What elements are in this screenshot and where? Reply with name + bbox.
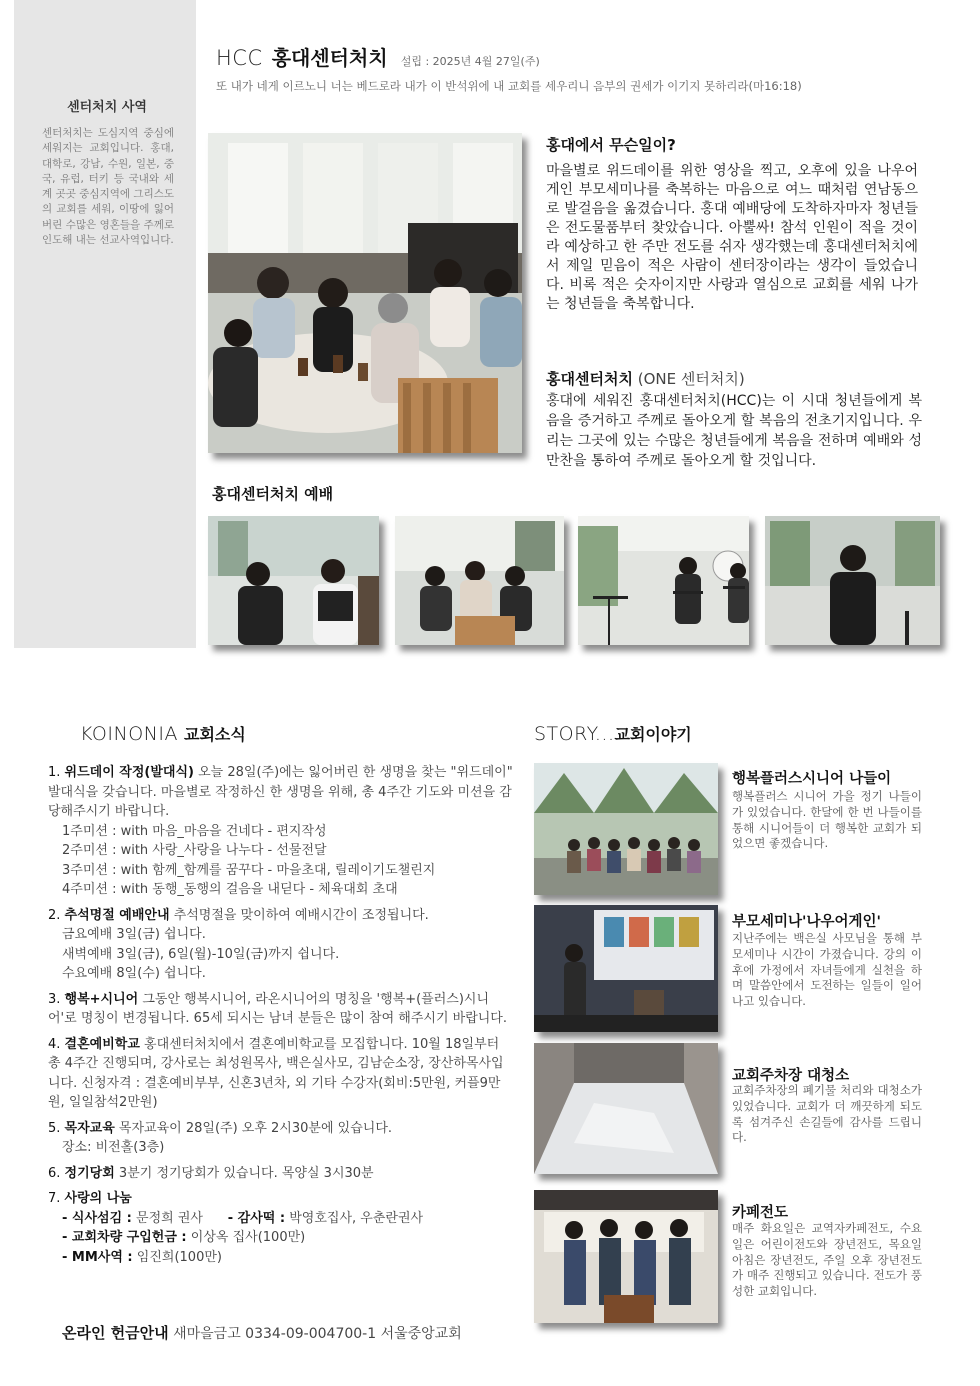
main-photo bbox=[208, 133, 522, 453]
news-text: 목자교육이 28일(주) 오후 2시30분에 있습니다. bbox=[118, 1120, 393, 1136]
love-value: 문정희 권사 bbox=[136, 1210, 203, 1226]
sidebar-body: 센터처치는 도심지역 중심에 세워지는 교회입니다. 홍대, 대학로, 강남, 수원, 일본, 중국, 유럽, 터키 등 국내와 세계 곳곳 중심지역에 그리스도의 교회를 세워, 이땅에 잃어버린 수많은 영혼들을 주께로 인도해 내는 선교사역입니다. bbox=[42, 127, 174, 247]
news-item-6 bbox=[48, 1164, 514, 1184]
news-list bbox=[48, 763, 514, 1273]
love-label: - 식사섬김 : bbox=[62, 1210, 132, 1226]
news-title: 결혼예비학교 bbox=[64, 1036, 140, 1052]
news-title: 정기당회 bbox=[64, 1165, 115, 1181]
story-kr: 교회이야기 bbox=[614, 725, 692, 744]
worship-photo-4 bbox=[765, 516, 940, 645]
love-value: 이상옥 집사(100만) bbox=[190, 1230, 306, 1245]
news-text: 오늘 28일(주)에는 잃어버린 한 생명을 찾는 "위드데이" 발대식을 갖습니다. 마을별로 작정하신 한 생명을 위해, 총 4주간 기도와 미션을 감당해주시기 바랍니다. bbox=[48, 765, 513, 819]
page-header bbox=[216, 42, 540, 71]
story-latin: STORY... bbox=[534, 723, 615, 745]
love-line-2 bbox=[48, 1228, 514, 1248]
happenings-title: 홍대에서 무슨일이? bbox=[546, 136, 676, 154]
header-latin: HCC bbox=[216, 46, 263, 70]
story-photo-1 bbox=[534, 763, 718, 895]
hcc-subtitle: (ONE 센터처치) bbox=[637, 370, 745, 388]
news-item-4 bbox=[48, 1035, 514, 1113]
online-offering bbox=[62, 1322, 462, 1343]
news-number: 3. bbox=[48, 991, 61, 1007]
news-text: 홍대센터처치에서 결혼예비학교를 모집합니다. 10월 18일부터 총 4주간 진행되며, 강사로는 최성원목사, 백은실사모, 김남순소장, 장산하목사입니다. 신청자격 : 결혼예비부부, 신혼3년차, 외 기타 수강자(회비:5만원, 커플9만원, 일일참석2만원) bbox=[48, 1036, 504, 1110]
news-line: 금요예배 3일(금) 쉽니다. bbox=[62, 927, 206, 942]
news-number: 7. bbox=[48, 1191, 61, 1206]
news-item-3 bbox=[48, 990, 514, 1029]
worship-title: 홍대센터처치 예배 bbox=[212, 485, 334, 503]
love-line-1 bbox=[48, 1209, 514, 1229]
hcc-body: 홍대에 세워진 홍대센터처치(HCC)는 이 시대 청년들에게 복음을 증거하고 주께로 돌아오게 할 복음의 전초기지입니다. 우리는 그곳에 있는 수많은 청년들에게 복음을 전하며 예배와 성만찬을 통하여 주께로 돌아오게 할 것입니다. bbox=[546, 393, 922, 469]
story-body-4: 매주 화요일은 교역자카페전도, 수요일은 어린이전도와 장년전도, 목요일 아침은 장년전도, 주일 오후 장년전도가 매주 진행되고 있습니다. 전도가 풍성한 교회입니다. bbox=[732, 1221, 922, 1299]
love-value: 임진희(100만) bbox=[136, 1249, 222, 1265]
story-title bbox=[534, 722, 692, 745]
love-value: 박영호집사, 우춘란권사 bbox=[289, 1210, 424, 1226]
header-title: 홍대센터처치 bbox=[271, 46, 388, 70]
news-line: 3주미션 : with 함께_함께를 꿈꾸다 - 마을초대, 릴레이기도챌린지 bbox=[62, 862, 436, 878]
header-established: 설립 : 2025년 4월 27일(주) bbox=[400, 55, 540, 68]
news-line: 수요예배 8일(수) 쉽니다. bbox=[62, 966, 206, 981]
news-number: 6. bbox=[48, 1165, 61, 1181]
hcc-title-name: 홍대센터처치 bbox=[546, 370, 633, 388]
love-label: - 감사떡 : bbox=[227, 1210, 286, 1226]
news-number: 5. bbox=[48, 1120, 61, 1136]
love-label: - 교회차량 구입헌금 : bbox=[62, 1230, 187, 1245]
news-line: 2주미션 : with 사랑_사랑을 나누다 - 선물전달 bbox=[62, 843, 327, 858]
news-title: 목자교육 bbox=[64, 1120, 115, 1136]
news-line: 장소: 비전홀(3층) bbox=[62, 1140, 165, 1155]
worship-photo-2 bbox=[395, 516, 564, 645]
story-title-1: 행복플러스시니어 나들이 bbox=[732, 771, 892, 787]
hcc-title bbox=[546, 368, 745, 389]
koinonia-latin: KOINONIA bbox=[80, 723, 178, 745]
story-body-2: 지난주에는 백은실 사모님을 통해 부모세미나 시간이 가졌습니다. 강의 이후에 가정에서 자녀들에게 실천을 하며 말씀안에서 도전하는 일들이 일어나고 있습니다. bbox=[732, 931, 922, 1009]
koinonia-title bbox=[80, 722, 246, 745]
news-text: 추석명절을 맞이하여 예배시간이 조정됩니다. bbox=[173, 907, 429, 923]
story-body-1: 행복플러스 시니어 가을 정기 나들이가 있었습니다. 한달에 한 번 나들이를 통해 시니어들이 더 행복한 교회가 되었으면 좋겠습니다. bbox=[732, 789, 922, 851]
news-item-1 bbox=[48, 763, 514, 900]
koinonia-kr: 교회소식 bbox=[184, 725, 246, 744]
story-photo-4 bbox=[534, 1190, 718, 1323]
news-line: 새벽예배 3일(금), 6일(월)-10일(금)까지 쉽니다. bbox=[62, 946, 340, 962]
love-line-3 bbox=[48, 1248, 514, 1268]
news-item-5 bbox=[48, 1119, 514, 1158]
story-body-3: 교회주차장의 폐기물 처리와 대청소가 있었습니다. 교회가 더 깨끗하게 되도록 섬겨주신 손길들에 감사를 드립니다. bbox=[732, 1083, 922, 1145]
love-label: - MM사역 : bbox=[62, 1249, 133, 1265]
story-title-2: 부모세미나'나우어게인' bbox=[732, 914, 881, 930]
offering-account: 새마을금고 0334-09-004700-1 서울중앙교회 bbox=[173, 1326, 462, 1342]
header-verse: 또 내가 네게 이르노니 너는 베드로라 내가 이 반석위에 내 교회를 세우리니 음부의 권세가 이기지 못하리라(마16:18) bbox=[216, 79, 802, 93]
news-item-2 bbox=[48, 906, 514, 984]
news-line: 4주미션 : with 동행_동행의 걸음을 내딛다 - 체육대회 초대 bbox=[62, 882, 398, 897]
news-number: 4. bbox=[48, 1036, 61, 1052]
news-number: 2. bbox=[48, 907, 61, 923]
sidebar-title: 센터처치 사역 bbox=[67, 100, 147, 115]
news-title: 사랑의 나눔 bbox=[64, 1191, 132, 1206]
news-number: 1. bbox=[48, 765, 61, 780]
story-photo-3 bbox=[534, 1043, 718, 1174]
story-photo-2 bbox=[534, 905, 718, 1032]
news-title: 행복+시니어 bbox=[64, 991, 139, 1007]
news-title: 위드데이 작정(발대식) bbox=[64, 765, 194, 780]
news-text: 그동안 행복시니어, 라온시니어의 명칭을 '행복+(플러스)시니어'로 명칭이 변경됩니다. 65세 되시는 남녀 분들은 많이 참여 해주시기 바랍니다. bbox=[48, 991, 508, 1026]
news-line: 1주미션 : with 마음_마음을 건네다 - 편지작성 bbox=[62, 823, 327, 839]
news-text: 3분기 정기당회가 있습니다. 목양실 3시30분 bbox=[118, 1165, 374, 1181]
news-item-7 bbox=[48, 1189, 514, 1267]
worship-photo-1 bbox=[208, 516, 379, 645]
offering-title: 온라인 헌금안내 bbox=[62, 1324, 169, 1342]
story-title-3: 교회주차장 대청소 bbox=[732, 1068, 850, 1084]
happenings-body: 마을별로 위드데이를 위한 영상을 찍고, 오후에 있을 나우어게인 부모세미나를 축복하는 마음으로 여느 때처럼 연남동으로 발걸음을 옮겼습니다. 홍대 예배당에 도착하자마자 청년들은 전도물품부터 찾았습니다. 아뿔싸! 참석 인원이 적을 것이라 예상하고 한 주만 전도를 쉬자 생각했는데 홍대센터처치에서 제일 믿음이 적은 사람이 센터장이라는 생각이 들었습니다. 비록 적은 숫자이지만 사랑과 열심으로 교회를 세워 나가는 청년들을 축복합니다. bbox=[546, 163, 918, 312]
worship-photo-3 bbox=[578, 516, 749, 645]
news-title: 추석명절 예배안내 bbox=[64, 907, 170, 923]
story-title-4: 카페전도 bbox=[732, 1205, 789, 1221]
